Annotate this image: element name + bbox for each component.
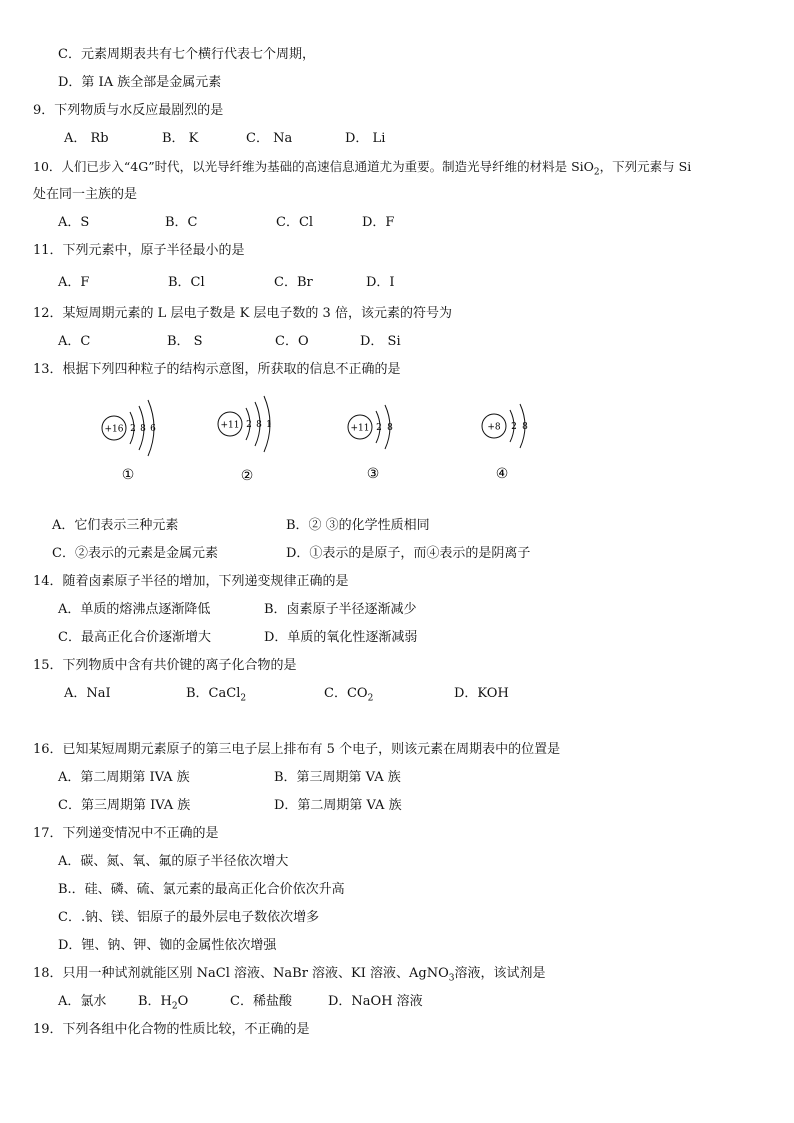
q15-option-a: A．NaI [64, 686, 111, 701]
shell-electrons: 6 [150, 424, 156, 434]
shell-electrons: 8 [256, 420, 262, 430]
q9-option-b: B． K [162, 131, 199, 146]
question-10 [33, 158, 691, 182]
diagram-3 [348, 405, 393, 482]
question-10-text-end: ，下列元素与 Si [599, 159, 692, 174]
question-18-text-end: 溶液，该试剂是 [454, 966, 546, 981]
atomic-structure-diagrams [90, 392, 550, 492]
subscript: 2 [593, 167, 600, 178]
nucleus-charge: +11 [220, 420, 240, 431]
q12-option-c: C．O [275, 334, 309, 349]
q14-option-b: B．卤素原子半径逐渐减少 [264, 602, 417, 617]
diagram-label: ④ [495, 466, 509, 482]
q16-option-d: D．第二周期第 VA 族 [274, 798, 402, 813]
q13-option-c: C．②表示的元素是金属元素 [52, 546, 218, 561]
diagram-label: ③ [366, 466, 380, 482]
q15-option-d: D．KOH [454, 686, 509, 701]
shell-electrons: 8 [140, 424, 146, 434]
shell-electrons: 8 [522, 422, 528, 432]
q18-option-d: D．NaOH 溶液 [328, 994, 423, 1009]
question-16: 16．已知某短周期元素原子的第三电子层上排布有 5 个电子，则该元素在周期表中的位置是 [33, 742, 561, 757]
shell-electrons: 2 [511, 422, 517, 432]
q18-option-b [138, 993, 188, 1016]
q10-option-a: A．S [58, 215, 90, 230]
q13-option-d: D．①表示的是原子，而④表示的是阴离子 [286, 546, 531, 561]
q10-option-c: C．Cl [276, 215, 314, 230]
question-15: 15．下列物质中含有共价键的离子化合物的是 [33, 658, 297, 673]
option-line: D．第 IA 族全部是金属元素 [58, 75, 222, 90]
q9-option-d: D． Li [345, 131, 386, 146]
q14-option-d: D．单质的氧化性逐渐减弱 [264, 630, 418, 645]
q17-option-a: A．碳、氮、氧、氟的原子半径依次增大 [58, 854, 289, 869]
q9-option-a: A． Rb [64, 131, 109, 146]
diagram-label: ② [240, 468, 254, 484]
shell-electrons: 2 [130, 424, 136, 434]
q16-option-c: C．第三周期第 IVA 族 [58, 798, 191, 813]
question-12: 12．某短周期元素的 L 层电子数是 K 层电子数的 3 倍，该元素的符号为 [33, 306, 452, 321]
q13-option-b: B．② ③的化学性质相同 [286, 518, 430, 533]
subscript: 2 [171, 1001, 178, 1012]
q15-option-b [186, 685, 246, 708]
q16-option-b: B．第三周期第 VA 族 [274, 770, 401, 785]
q10-option-d: D．F [362, 215, 395, 230]
shell-electrons: 2 [246, 420, 252, 430]
diagram-label: ① [121, 467, 135, 483]
shell-electrons: 1 [266, 420, 272, 430]
q12-option-d: D． Si [360, 334, 401, 349]
subscript: 3 [448, 973, 455, 984]
q18-option-c: C．稀盐酸 [230, 994, 292, 1009]
subscript: 2 [240, 693, 247, 704]
question-9: 9．下列物质与水反应最剧烈的是 [33, 103, 224, 118]
diagram-1 [102, 400, 156, 483]
question-13: 13．根据下列四种粒子的结构示意图，所获取的信息不正确的是 [33, 362, 401, 377]
q14-option-c: C．最高正化合价逐渐增大 [58, 630, 211, 645]
q11-option-d: D．I [366, 275, 395, 290]
nucleus-charge: +8 [487, 422, 501, 433]
question-19: 19．下列各组中化合物的性质比较，不正确的是 [33, 1022, 310, 1037]
q18-option-b-text: B．H [138, 994, 172, 1009]
q17-option-c: C．.钠、镁、铝原子的最外层电子数依次增多 [58, 910, 320, 925]
q15-option-c-text: C．CO [324, 686, 368, 701]
q17-option-d: D．锂、钠、钾、铷的金属性依次增强 [58, 938, 277, 953]
shell-electrons: 2 [376, 423, 382, 433]
q16-option-a: A．第二周期第 IVA 族 [58, 770, 190, 785]
q12-option-a: A．C [58, 334, 91, 349]
question-18-text: 18．只用一种试剂就能区别 NaCl 溶液、NaBr 溶液、KI 溶液、AgNO [33, 966, 449, 981]
question-10-cont: 处在同一主族的是 [33, 187, 138, 202]
q12-option-b: B． S [167, 334, 203, 349]
question-10-text: 10．人们已步入“4G”时代，以光导纤维为基础的高速信息通道尤为重要。制造光导纤维的材料是 SiO [33, 159, 594, 174]
q18-option-b-text-end: O [177, 994, 189, 1009]
q15-option-b-text: B．CaCl [186, 686, 241, 701]
option-line: C．元素周期表共有七个横行代表七个周期， [58, 47, 315, 62]
q10-option-b: B．C [165, 215, 198, 230]
q9-option-c: C． Na [246, 131, 293, 146]
nucleus-charge: +11 [350, 423, 370, 434]
q13-option-a: A．它们表示三种元素 [52, 518, 179, 533]
q11-option-b: B．Cl [168, 275, 205, 290]
diagram-2 [218, 396, 272, 484]
q14-option-a: A．单质的熔沸点逐渐降低 [58, 602, 211, 617]
q17-option-b: B.．硅、磷、硫、氯元素的最高正化合价依次升高 [58, 882, 345, 897]
question-17: 17．下列递变情况中不正确的是 [33, 826, 219, 841]
q11-option-a: A．F [58, 275, 90, 290]
question-11: 11．下列元素中，原子半径最小的是 [33, 243, 245, 258]
q18-option-a: A．氯水 [58, 994, 107, 1009]
question-18 [33, 965, 546, 988]
q15-option-c [324, 685, 373, 708]
q11-option-c: C．Br [274, 275, 313, 290]
nucleus-charge: +16 [104, 424, 124, 435]
question-14: 14．随着卤素原子半径的增加，下列递变规律正确的是 [33, 574, 349, 589]
diagram-4 [482, 404, 528, 482]
subscript: 2 [367, 693, 374, 704]
shell-electrons: 8 [387, 423, 393, 433]
